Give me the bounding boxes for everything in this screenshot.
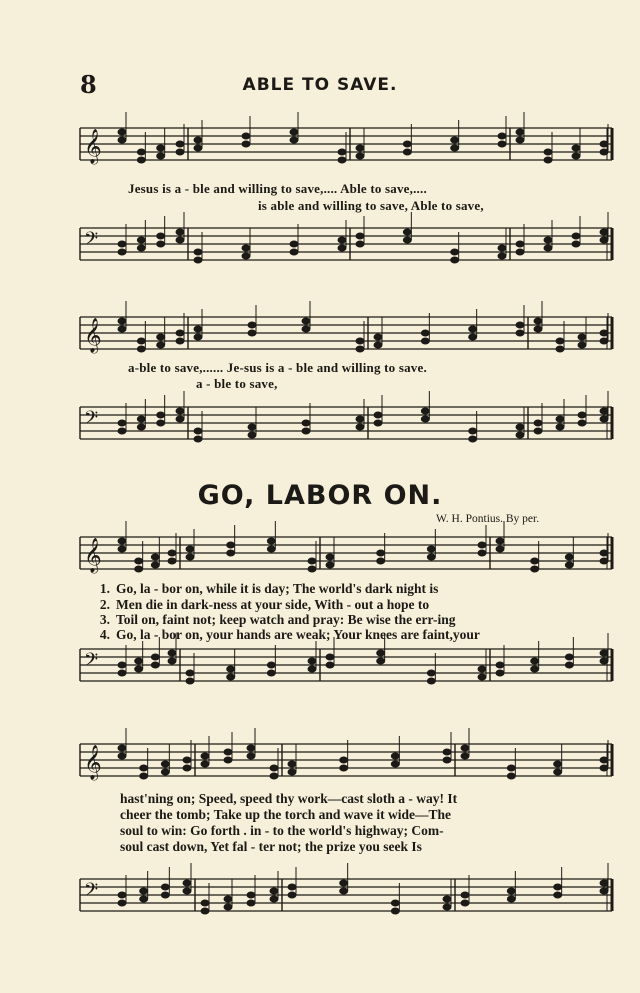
bass-clef-icon: 𝄢 bbox=[84, 650, 99, 675]
note-head bbox=[176, 338, 184, 344]
treble-clef-icon: 𝄞 bbox=[84, 318, 102, 353]
note-head bbox=[290, 129, 298, 135]
note-head bbox=[469, 326, 477, 332]
note-head bbox=[137, 149, 145, 155]
note-head bbox=[554, 769, 562, 775]
note-head bbox=[600, 757, 608, 763]
note-head bbox=[498, 141, 506, 147]
note-head bbox=[308, 658, 316, 664]
note-head bbox=[356, 424, 364, 430]
note-head bbox=[531, 658, 539, 664]
note-head bbox=[176, 416, 184, 422]
note-head bbox=[161, 892, 169, 898]
note-head bbox=[531, 558, 539, 564]
note-head bbox=[118, 546, 126, 552]
note-head bbox=[469, 428, 477, 434]
note-head bbox=[421, 416, 429, 422]
note-head bbox=[288, 884, 296, 890]
note-head bbox=[176, 229, 184, 235]
note-head bbox=[554, 884, 562, 890]
verse-number: 2. bbox=[99, 597, 110, 612]
verse-line bbox=[88, 627, 480, 643]
note-head bbox=[478, 674, 486, 680]
note-head bbox=[578, 334, 586, 340]
note-head bbox=[137, 237, 145, 243]
verse-line bbox=[88, 581, 438, 597]
note-head bbox=[248, 424, 256, 430]
note-head bbox=[308, 558, 316, 564]
note-head bbox=[516, 129, 524, 135]
note-head bbox=[556, 346, 564, 352]
note-head bbox=[565, 554, 573, 560]
note-head bbox=[377, 658, 385, 664]
note-head bbox=[572, 153, 580, 159]
note-head bbox=[308, 566, 316, 572]
verse-text: Go, la - bor on, your hands are weak; Your knees are faint,your bbox=[116, 627, 480, 642]
note-head bbox=[201, 753, 209, 759]
note-head bbox=[469, 436, 477, 442]
note-head bbox=[194, 428, 202, 434]
note-head bbox=[496, 546, 504, 552]
note-head bbox=[242, 253, 250, 259]
note-head bbox=[183, 765, 191, 771]
note-head bbox=[194, 249, 202, 255]
note-head bbox=[461, 900, 469, 906]
note-head bbox=[507, 888, 515, 894]
note-head bbox=[248, 322, 256, 328]
note-head bbox=[544, 245, 552, 251]
note-head bbox=[248, 330, 256, 336]
treble-clef-icon: 𝄞 bbox=[84, 538, 102, 573]
note-head bbox=[118, 670, 126, 676]
verse-number: 4. bbox=[99, 627, 110, 642]
verse-line: cheer the tomb; Take up the torch and wave it wide—The bbox=[120, 807, 452, 822]
note-head bbox=[194, 334, 202, 340]
hymn1-lyric-line-2: is able and willing to save, Able to save, bbox=[258, 198, 484, 213]
note-head bbox=[534, 326, 542, 332]
note-head bbox=[168, 558, 176, 564]
note-head bbox=[186, 670, 194, 676]
note-head bbox=[151, 662, 159, 668]
note-head bbox=[516, 137, 524, 143]
note-head bbox=[340, 757, 348, 763]
note-head bbox=[157, 241, 165, 247]
note-head bbox=[374, 420, 382, 426]
note-head bbox=[267, 670, 275, 676]
note-head bbox=[224, 749, 232, 755]
note-head bbox=[544, 157, 552, 163]
note-head bbox=[194, 257, 202, 263]
note-head bbox=[194, 436, 202, 442]
note-head bbox=[118, 318, 126, 324]
note-head bbox=[270, 773, 278, 779]
note-head bbox=[600, 416, 608, 422]
note-head bbox=[118, 662, 126, 668]
note-head bbox=[443, 757, 451, 763]
note-head bbox=[242, 245, 250, 251]
note-head bbox=[356, 416, 364, 422]
note-head bbox=[224, 904, 232, 910]
note-head bbox=[302, 420, 310, 426]
note-head bbox=[403, 229, 411, 235]
note-head bbox=[135, 666, 143, 672]
note-head bbox=[168, 650, 176, 656]
note-head bbox=[377, 650, 385, 656]
note-head bbox=[451, 257, 459, 263]
hymn1-lyric-line-4: a - ble to save, bbox=[196, 376, 278, 391]
note-head bbox=[137, 157, 145, 163]
note-head bbox=[600, 338, 608, 344]
note-head bbox=[161, 761, 169, 767]
note-head bbox=[176, 237, 184, 243]
note-head bbox=[496, 670, 504, 676]
verse-number: 3. bbox=[99, 612, 110, 627]
note-head bbox=[498, 133, 506, 139]
note-head bbox=[516, 322, 524, 328]
note-head bbox=[443, 749, 451, 755]
note-head bbox=[600, 558, 608, 564]
note-head bbox=[600, 330, 608, 336]
note-head bbox=[308, 666, 316, 672]
note-head bbox=[427, 670, 435, 676]
verse-text: Go, la - bor on, while it is day; The world's dark night is bbox=[116, 581, 439, 596]
note-head bbox=[443, 896, 451, 902]
composer-attribution: W. H. Pontius. By per. bbox=[436, 513, 540, 525]
note-head bbox=[498, 245, 506, 251]
note-head bbox=[140, 773, 148, 779]
note-head bbox=[377, 558, 385, 564]
note-head bbox=[427, 678, 435, 684]
note-head bbox=[137, 346, 145, 352]
note-head bbox=[157, 342, 165, 348]
note-head bbox=[140, 765, 148, 771]
note-head bbox=[201, 908, 209, 914]
note-head bbox=[270, 765, 278, 771]
note-head bbox=[186, 546, 194, 552]
note-head bbox=[186, 678, 194, 684]
note-head bbox=[600, 880, 608, 886]
note-head bbox=[578, 342, 586, 348]
note-head bbox=[356, 346, 364, 352]
note-head bbox=[183, 757, 191, 763]
hymn1-lyric-line-1: Jesus is a - ble and willing to save,.... Able to save,.... bbox=[128, 181, 427, 196]
note-head bbox=[478, 666, 486, 672]
note-head bbox=[507, 896, 515, 902]
note-head bbox=[356, 241, 364, 247]
note-head bbox=[377, 550, 385, 556]
note-head bbox=[578, 412, 586, 418]
treble-clef-icon: 𝄞 bbox=[84, 745, 102, 780]
note-head bbox=[151, 554, 159, 560]
note-head bbox=[403, 237, 411, 243]
note-head bbox=[356, 233, 364, 239]
note-head bbox=[151, 562, 159, 568]
note-head bbox=[227, 542, 235, 548]
note-head bbox=[544, 237, 552, 243]
note-head bbox=[161, 884, 169, 890]
note-head bbox=[356, 338, 364, 344]
note-head bbox=[556, 416, 564, 422]
note-head bbox=[227, 550, 235, 556]
note-head bbox=[451, 137, 459, 143]
note-head bbox=[340, 765, 348, 771]
note-head bbox=[118, 420, 126, 426]
note-head bbox=[176, 149, 184, 155]
note-head bbox=[516, 249, 524, 255]
note-head bbox=[302, 318, 310, 324]
note-head bbox=[135, 566, 143, 572]
note-head bbox=[534, 318, 542, 324]
note-head bbox=[478, 542, 486, 548]
note-head bbox=[600, 149, 608, 155]
note-head bbox=[600, 765, 608, 771]
note-head bbox=[137, 424, 145, 430]
note-head bbox=[496, 538, 504, 544]
note-head bbox=[556, 338, 564, 344]
note-head bbox=[270, 896, 278, 902]
note-head bbox=[183, 880, 191, 886]
note-head bbox=[247, 892, 255, 898]
note-head bbox=[227, 666, 235, 672]
note-head bbox=[338, 245, 346, 251]
note-head bbox=[531, 566, 539, 572]
note-head bbox=[326, 562, 334, 568]
note-head bbox=[600, 408, 608, 414]
note-head bbox=[118, 900, 126, 906]
note-head bbox=[194, 145, 202, 151]
note-head bbox=[572, 241, 580, 247]
note-head bbox=[242, 141, 250, 147]
note-head bbox=[469, 334, 477, 340]
note-head bbox=[161, 769, 169, 775]
note-head bbox=[118, 137, 126, 143]
note-head bbox=[270, 888, 278, 894]
note-head bbox=[572, 145, 580, 151]
note-head bbox=[516, 241, 524, 247]
verse-text: Toil on, faint not; keep watch and pray: Be wise the err-ing bbox=[116, 612, 456, 627]
note-head bbox=[338, 149, 346, 155]
note-head bbox=[157, 420, 165, 426]
note-head bbox=[496, 662, 504, 668]
hymn-title-able-to-save: ABLE TO SAVE. bbox=[242, 75, 398, 95]
note-head bbox=[565, 562, 573, 568]
note-head bbox=[421, 338, 429, 344]
note-head bbox=[176, 330, 184, 336]
note-head bbox=[544, 149, 552, 155]
note-head bbox=[421, 330, 429, 336]
note-head bbox=[247, 745, 255, 751]
note-head bbox=[427, 554, 435, 560]
note-head bbox=[224, 757, 232, 763]
treble-clef-icon: 𝄞 bbox=[84, 129, 102, 164]
note-head bbox=[326, 654, 334, 660]
note-head bbox=[356, 145, 364, 151]
note-head bbox=[338, 237, 346, 243]
note-head bbox=[157, 412, 165, 418]
note-head bbox=[403, 149, 411, 155]
note-head bbox=[391, 900, 399, 906]
note-head bbox=[427, 546, 435, 552]
note-head bbox=[176, 408, 184, 414]
note-head bbox=[374, 412, 382, 418]
note-head bbox=[194, 326, 202, 332]
note-head bbox=[288, 769, 296, 775]
note-head bbox=[534, 428, 542, 434]
note-head bbox=[194, 137, 202, 143]
note-head bbox=[565, 654, 573, 660]
note-head bbox=[288, 761, 296, 767]
note-head bbox=[600, 650, 608, 656]
clef-icons bbox=[84, 129, 102, 905]
verse-line: soul to win: Go forth . in - to the world's highway; Com- bbox=[120, 823, 444, 838]
note-head bbox=[451, 249, 459, 255]
note-head bbox=[135, 558, 143, 564]
note-head bbox=[600, 229, 608, 235]
verse-line: soul cast down, Yet fal - ter not; the prize you seek Is bbox=[120, 839, 422, 854]
note-head bbox=[157, 145, 165, 151]
note-head bbox=[326, 554, 334, 560]
note-head bbox=[201, 761, 209, 767]
note-head bbox=[157, 153, 165, 159]
bass-clef-icon: 𝄢 bbox=[84, 408, 99, 433]
note-head bbox=[356, 153, 364, 159]
note-head bbox=[267, 662, 275, 668]
note-head bbox=[531, 666, 539, 672]
note-head bbox=[201, 900, 209, 906]
note-head bbox=[572, 233, 580, 239]
verse-line bbox=[88, 612, 456, 628]
note-head bbox=[135, 658, 143, 664]
note-head bbox=[168, 658, 176, 664]
note-head bbox=[242, 133, 250, 139]
note-head bbox=[118, 538, 126, 544]
note-head bbox=[168, 550, 176, 556]
note-head bbox=[498, 253, 506, 259]
bass-clef-icon: 𝄢 bbox=[84, 229, 99, 254]
note-head bbox=[288, 892, 296, 898]
hymn1-lyric-line-3: a-ble to save,...... Je-sus is a - ble and willing to save. bbox=[128, 360, 427, 375]
note-head bbox=[140, 896, 148, 902]
note-head bbox=[391, 908, 399, 914]
note-head bbox=[451, 145, 459, 151]
note-head bbox=[267, 538, 275, 544]
hymn-title-go-labor-on: GO, LABOR ON. bbox=[197, 480, 443, 511]
note-head bbox=[340, 888, 348, 894]
note-head bbox=[118, 745, 126, 751]
note-head bbox=[554, 892, 562, 898]
note-head bbox=[118, 129, 126, 135]
verse-text: Men die in dark-ness at your side, With - out a hope to bbox=[116, 597, 430, 612]
note-head bbox=[227, 674, 235, 680]
note-head bbox=[290, 137, 298, 143]
note-head bbox=[290, 241, 298, 247]
note-head bbox=[554, 761, 562, 767]
note-head bbox=[157, 233, 165, 239]
note-head bbox=[118, 241, 126, 247]
note-head bbox=[421, 408, 429, 414]
note-head bbox=[140, 888, 148, 894]
verse-number: 1. bbox=[99, 581, 110, 596]
note-head bbox=[391, 753, 399, 759]
note-head bbox=[176, 141, 184, 147]
note-head bbox=[183, 888, 191, 894]
note-head bbox=[247, 900, 255, 906]
note-head bbox=[600, 237, 608, 243]
bass-clef-icon: 𝄢 bbox=[84, 880, 99, 905]
note-head bbox=[534, 420, 542, 426]
note-head bbox=[118, 249, 126, 255]
note-head bbox=[247, 753, 255, 759]
note-head bbox=[516, 424, 524, 430]
note-head bbox=[248, 432, 256, 438]
note-head bbox=[290, 249, 298, 255]
note-head bbox=[461, 745, 469, 751]
note-head bbox=[374, 342, 382, 348]
note-head bbox=[578, 420, 586, 426]
note-head bbox=[118, 892, 126, 898]
note-head bbox=[326, 662, 334, 668]
note-head bbox=[224, 896, 232, 902]
note-head bbox=[516, 432, 524, 438]
note-head bbox=[600, 888, 608, 894]
note-head bbox=[478, 550, 486, 556]
note-head bbox=[186, 554, 194, 560]
page-number: 8 bbox=[80, 70, 97, 99]
note-head bbox=[137, 245, 145, 251]
note-head bbox=[461, 753, 469, 759]
note-head bbox=[403, 141, 411, 147]
note-head bbox=[118, 326, 126, 332]
note-head bbox=[516, 330, 524, 336]
note-head bbox=[118, 753, 126, 759]
note-head bbox=[461, 892, 469, 898]
note-head bbox=[137, 338, 145, 344]
note-head bbox=[302, 326, 310, 332]
note-head bbox=[556, 424, 564, 430]
note-head bbox=[600, 141, 608, 147]
verse-line bbox=[88, 597, 429, 613]
note-head bbox=[137, 416, 145, 422]
note-head bbox=[507, 773, 515, 779]
note-head bbox=[340, 880, 348, 886]
note-head bbox=[507, 765, 515, 771]
note-head bbox=[443, 904, 451, 910]
note-head bbox=[267, 546, 275, 552]
note-head bbox=[302, 428, 310, 434]
note-head bbox=[338, 157, 346, 163]
note-head bbox=[600, 550, 608, 556]
note-head bbox=[600, 658, 608, 664]
verse-line: hast'ning on; Speed, speed thy work—cast sloth a - way! It bbox=[120, 791, 458, 806]
note-head bbox=[391, 761, 399, 767]
note-head bbox=[374, 334, 382, 340]
note-head bbox=[157, 334, 165, 340]
note-head bbox=[151, 654, 159, 660]
note-head bbox=[565, 662, 573, 668]
note-head bbox=[118, 428, 126, 434]
